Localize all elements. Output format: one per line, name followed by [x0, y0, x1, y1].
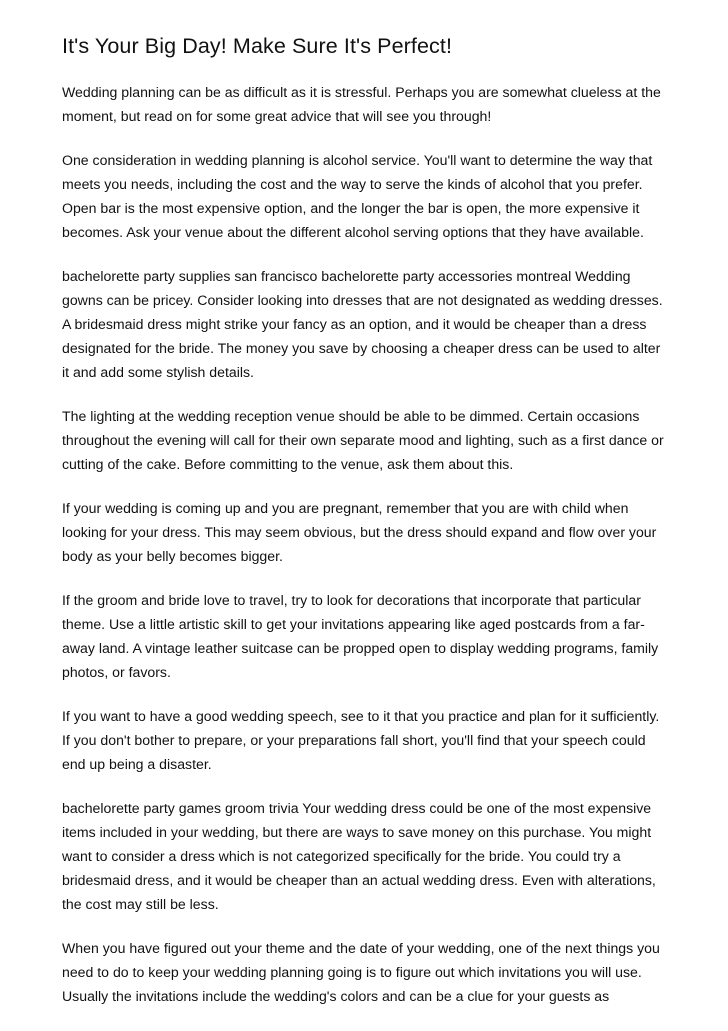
paragraph-lighting: The lighting at the wedding reception venue should be able to be dimmed. Certain occasions throughout the evening will call for their own separate mood and lighting, such as a first dance or cutting of the cake. Before committing to the venue, ask them about this.: [62, 408, 664, 472]
paragraph-invitations: When you have figured out your theme and the date of your wedding, one of the next things you need to do to keep your wedding planning going is to figure out which invitations you will use. Usually the invitations include the wedding's colors and can be a clue for your guests as: [62, 940, 660, 1004]
article-body: [62, 80, 668, 1008]
paragraph-speech: If you want to have a good wedding speech, see to it that you practice and plan for it sufficiently. If you don't bother to prepare, or your preparations fall short, you'll find that your speech could end up being a disaster.: [62, 708, 660, 772]
paragraph-travel-theme: If the groom and bride love to travel, try to look for decorations that incorporate that particular theme. Use a little artistic skill to get your invitations appearing like aged postcards from a far-away land. A vintage leather suitcase can be propped open to display wedding programs, family photos, or favors.: [62, 592, 659, 680]
paragraph-pregnant: If your wedding is coming up and you are pregnant, remember that you are with child when looking for your dress. This may seem obvious, but the dress should expand and flow over your body as your belly becomes bigger.: [62, 500, 657, 564]
page-title: It's Your Big Day! Make Sure It's Perfect!: [62, 34, 453, 58]
paragraph-wedding-gowns: bachelorette party supplies san francisco bachelorette party accessories montreal Wedding gowns can be pricey. Consider looking into dresses that are not designated as wedding dresses. A bridesmaid dress might strike your fancy as an option, and it would be cheaper than a dress designated for the bride. The money you save by choosing a cheaper dress can be used to alter it and add some stylish details.: [62, 268, 663, 380]
paragraph-alcohol-service: One consideration in wedding planning is alcohol service. You'll want to determine the way that meets you needs, including the cost and the way to serve the kinds of alcohol that you prefer. Open bar is the most expensive option, and the longer the bar is open, the more expensive it becomes. Ask your venue about the different alcohol serving options that they have available.: [62, 152, 653, 240]
paragraph-wedding-dress: bachelorette party games groom trivia Your wedding dress could be one of the most expensive items included in your wedding, but there are ways to save money on this purchase. You might want to consider a dress which is not categorized specifically for the bride. You could try a bridesmaid dress, and it would be cheaper than an actual wedding dress. Even with alterations, the cost may still be less.: [62, 800, 656, 912]
document-page: [62, 30, 668, 1008]
paragraph-intro: Wedding planning can be as difficult as it is stressful. Perhaps you are somewhat clueless at the moment, but read on for some great advice that will see you through!: [62, 84, 661, 124]
